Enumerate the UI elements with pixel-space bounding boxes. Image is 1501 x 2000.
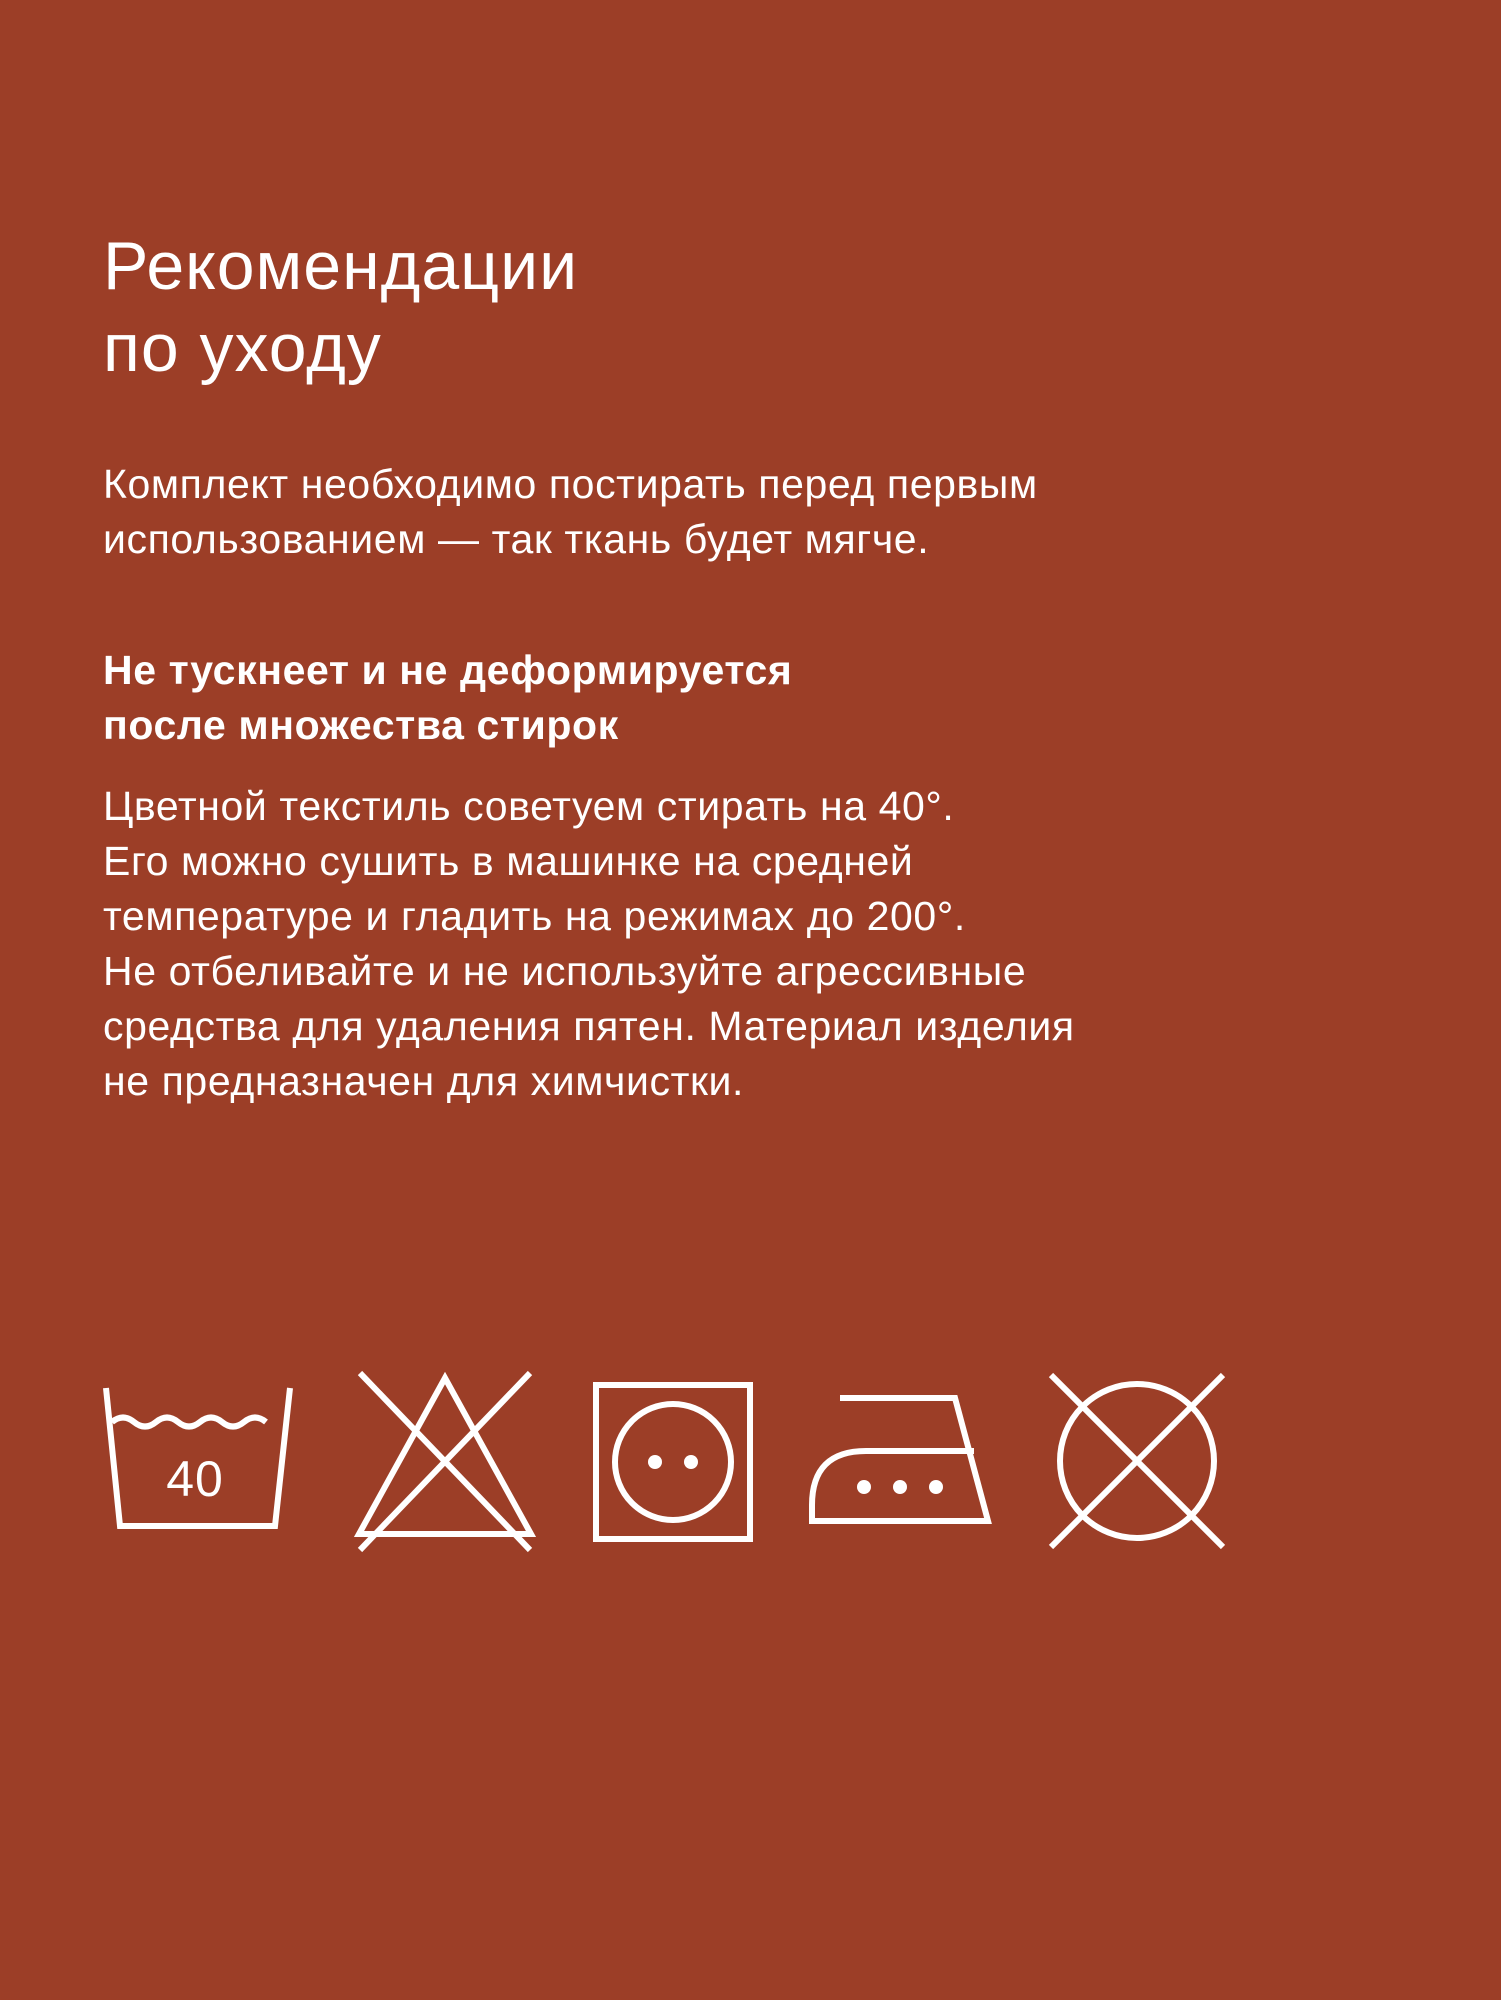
no-bleach-icon: [355, 1370, 535, 1555]
subheading: [103, 643, 1403, 753]
page-title: [103, 225, 1403, 389]
body-line: Не отбеливайте и не используйте агрессивные: [103, 948, 1027, 994]
subheading-line: Не тускнеет и не деформируется: [103, 647, 793, 693]
body-line: температуре и гладить на режимах до 200°.: [103, 893, 966, 939]
body-line: не предназначен для химчистки.: [103, 1058, 744, 1104]
iron-high-icon: [808, 1393, 993, 1528]
title-line: по уходу: [103, 310, 382, 386]
intro-line: использованием — так ткань будет мягче.: [103, 516, 930, 562]
body-line: средства для удаления пятен. Материал изделия: [103, 1003, 1075, 1049]
subheading-line: после множества стирок: [103, 702, 619, 748]
no-dry-clean-icon: [1048, 1372, 1226, 1550]
body-line: Его можно сушить в машинке на средней: [103, 838, 914, 884]
intro-text: [103, 457, 1403, 567]
title-line: Рекомендации: [103, 228, 579, 304]
wash-temperature-label: 40: [166, 1451, 224, 1507]
intro-line: Комплект необходимо постирать перед первым: [103, 461, 1038, 507]
body-line: Цветной текстиль советуем стирать на 40°.: [103, 783, 955, 829]
tumble-dry-medium-icon: [593, 1382, 753, 1542]
care-instructions-text: [103, 779, 1403, 1109]
wash-40-icon: [100, 1385, 300, 1535]
